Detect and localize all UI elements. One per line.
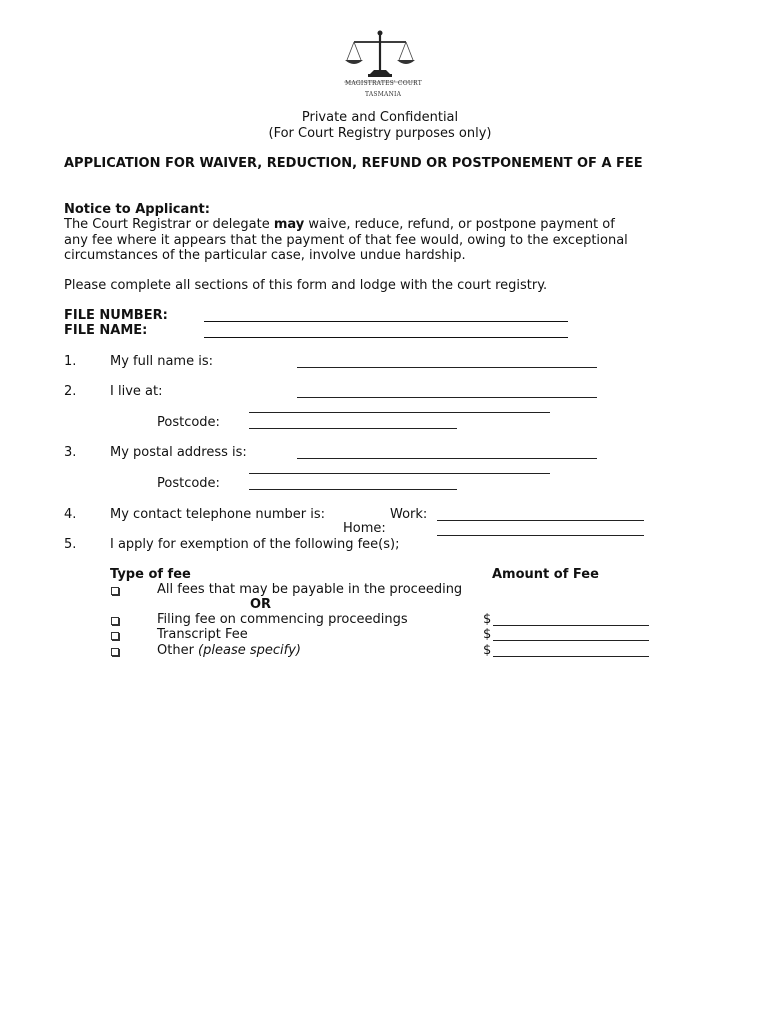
address-postcode-label: Postcode: [157,415,220,430]
confidential-line: Private and Confidential [301,110,459,125]
type-of-fee-header: Type of fee [110,567,191,582]
all-fees-label: All fees that may be payable in the proceeding [157,582,463,597]
postal-address-label: My postal address is: [110,445,247,460]
postal-postcode-field[interactable] [249,489,457,490]
amount-of-fee-header: Amount of Fee [492,567,599,582]
form-title: APPLICATION FOR WAIVER, REDUCTION, REFUND OR POSTPONEMENT OF A FEE [64,156,643,171]
address-line-2-field[interactable] [249,412,550,413]
scales-of-justice-icon [340,28,420,88]
notice-line-2: any fee where it appears that the payment of that fee would, owing to the exceptional [64,233,628,248]
registry-purposes-line: (For Court Registry purposes only) [268,126,492,141]
notice-line-3: circumstances of the particular case, involve undue hardship. [64,248,466,263]
home-phone-label: Home: [343,521,386,536]
file-number-label: FILE NUMBER: [64,308,168,323]
work-phone-field[interactable] [437,520,644,521]
other-fee-amount-field[interactable] [493,656,649,657]
other-fee-text: Other [157,643,199,658]
other-fee-label [157,643,301,658]
work-phone-label: Work: [390,507,428,522]
live-at-label: I live at: [110,384,163,399]
filing-fee-currency: $ [483,612,492,627]
notice-text-after: waive, reduce, refund, or postpone payment of [304,217,615,232]
other-fee-currency: $ [483,643,492,658]
postal-address-line-1-field[interactable] [297,458,597,459]
filing-fee-label: Filing fee on commencing proceedings [157,612,408,627]
item-5-number: 5. [64,537,77,552]
logo-text-court: MAGISTRATES' COURT [345,80,422,87]
full-name-field[interactable] [297,367,597,368]
file-number-field[interactable] [204,321,568,322]
exemption-label: I apply for exemption of the following fee(s); [110,537,400,552]
file-name-field[interactable] [204,337,568,338]
address-postcode-field[interactable] [249,428,457,429]
court-logo [340,28,420,102]
all-fees-checkbox[interactable] [111,587,119,595]
instruction-text: Please complete all sections of this form and lodge with the court registry. [64,278,548,293]
notice-heading: Notice to Applicant: [64,202,210,217]
other-fee-note: (please specify) [198,643,301,658]
transcript-fee-currency: $ [483,627,492,642]
filing-fee-checkbox[interactable] [111,617,119,625]
item-4-number: 4. [64,507,77,522]
notice-text-before: The Court Registrar or delegate [64,217,274,232]
postal-postcode-label: Postcode: [157,476,220,491]
full-name-label: My full name is: [110,354,213,369]
telephone-label: My contact telephone number is: [110,507,325,522]
transcript-fee-amount-field[interactable] [493,640,649,641]
notice-line-1 [64,217,615,232]
transcript-fee-checkbox[interactable] [111,632,119,640]
item-1-number: 1. [64,354,77,369]
address-line-1-field[interactable] [297,397,597,398]
home-phone-field[interactable] [437,535,644,536]
filing-fee-amount-field[interactable] [493,625,649,626]
file-name-label: FILE NAME: [64,323,148,338]
or-label: OR [250,597,272,612]
logo-text-state: TASMANIA [365,91,402,98]
postal-address-line-2-field[interactable] [249,473,550,474]
item-2-number: 2. [64,384,77,399]
item-3-number: 3. [64,445,77,460]
notice-emphasis: may [273,217,305,232]
other-fee-checkbox[interactable] [111,648,119,656]
transcript-fee-label: Transcript Fee [157,627,248,642]
